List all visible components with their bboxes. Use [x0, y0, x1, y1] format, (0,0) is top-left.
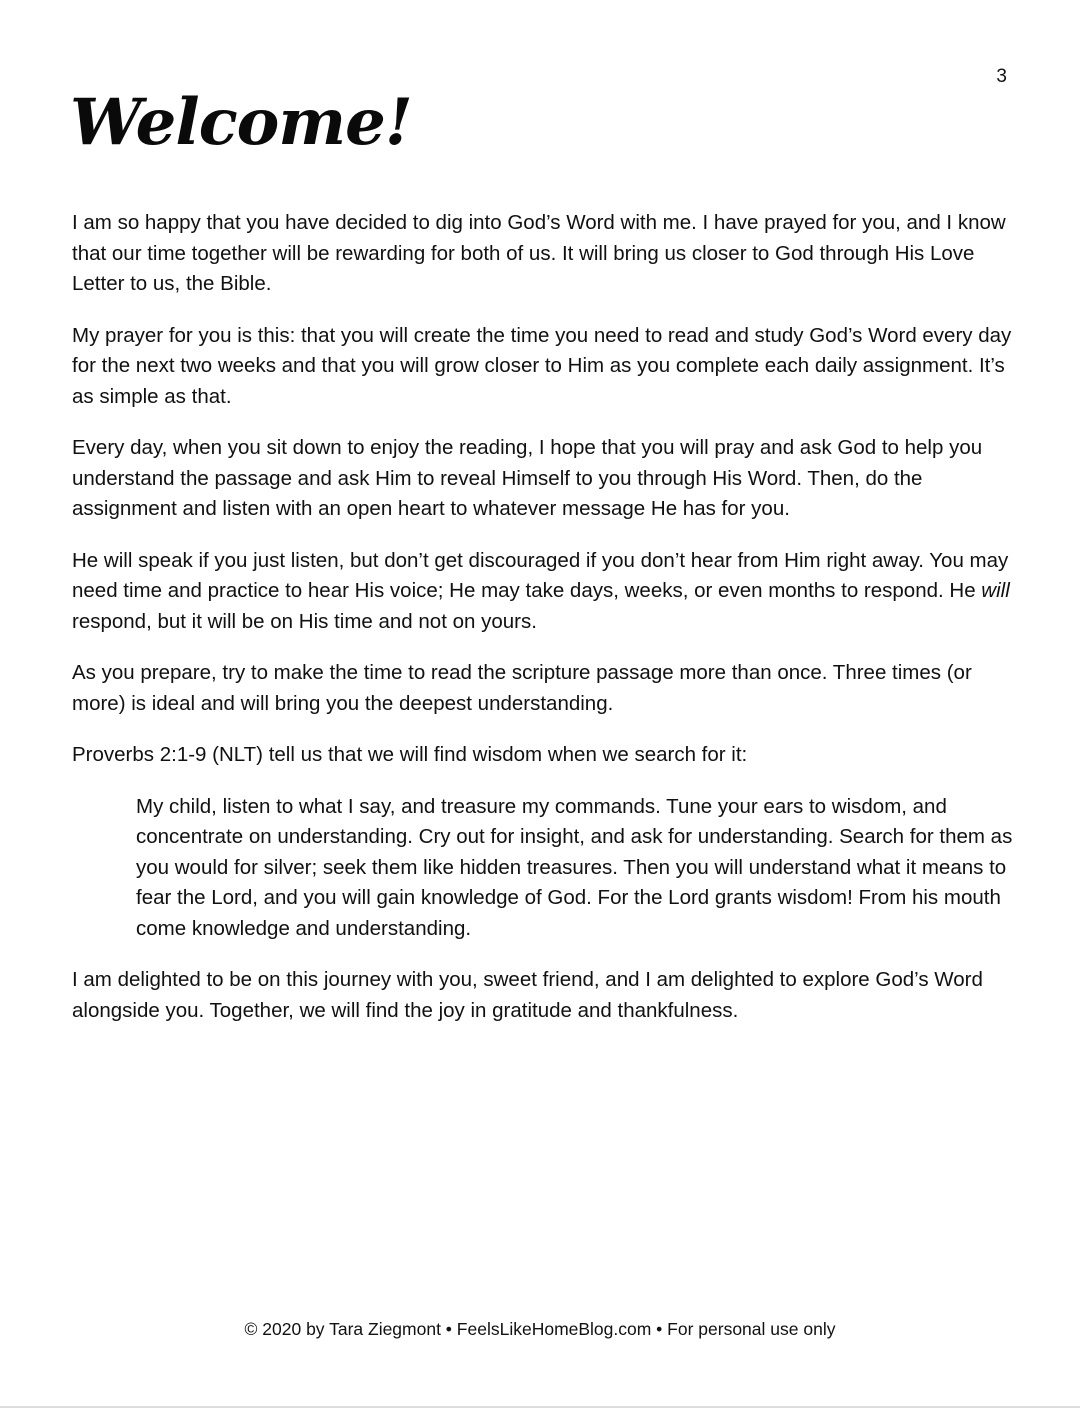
paragraph-listen-text-1: He will speak if you just listen, but don’t get discouraged if you don’t hear from Him right away. You may need time and practice to hear His voice; He may take days, weeks, or even months to respond. He [72, 548, 1009, 602]
paragraph-proverbs-intro: Proverbs 2:1-9 (NLT) tell us that we will find wisdom when we search for it: [72, 743, 748, 766]
page-title: Welcome! [70, 85, 412, 160]
paragraph-intro: I am so happy that you have decided to dig into God’s Word with me. I have prayed for you, and I know that our time together will be rewarding for both of us. It will bring us closer to God through His Love Letter to us, the Bible. [72, 211, 1006, 295]
paragraph-closing: I am delighted to be on this journey with you, sweet friend, and I am delighted to explore God’s Word alongside you. Together, we will find the joy in gratitude and thankfulness. [72, 968, 983, 1022]
paragraph-daily: Every day, when you sit down to enjoy the reading, I hope that you will pray and ask God to help you understand the passage and ask Him to reveal Himself to you through His Word. Then, do the assignment and listen with an open heart to whatever message He has for you. [72, 436, 983, 520]
paragraph-prayer: My prayer for you is this: that you will create the time you need to read and study God’s Word every day for the next two weeks and that you will grow closer to Him as you complete each daily assignment. It’s as simple as that. [72, 323, 1012, 408]
emphasis-will: will [981, 579, 1010, 602]
paragraph-prepare: As you prepare, try to make the time to read the scripture passage more than once. Three times (or more) is ideal and will bring you the deepest understanding. [72, 661, 972, 715]
scripture-quote: My child, listen to what I say, and treasure my commands. Tune your ears to wisdom, and concentrate on understanding. Cry out for insight, and ask for understanding. Search for them as you would for silver; seek them like hidden treasures. Then you will understand what it means to fear the Lord, and you will gain knowledge of God. For the Lord grants wisdom! From his mouth come knowledge and understanding. [136, 794, 1013, 940]
footer-copyright: © 2020 by Tara Ziegmont • FeelsLikeHomeBlog.com • For personal use only [244, 1319, 836, 1339]
main-content [72, 208, 1014, 1047]
paragraph-listen [72, 546, 1014, 638]
paragraph-listen-text-2: respond, but it will be on His time and not on yours. [72, 609, 537, 633]
page-number: 3 [996, 66, 1007, 87]
